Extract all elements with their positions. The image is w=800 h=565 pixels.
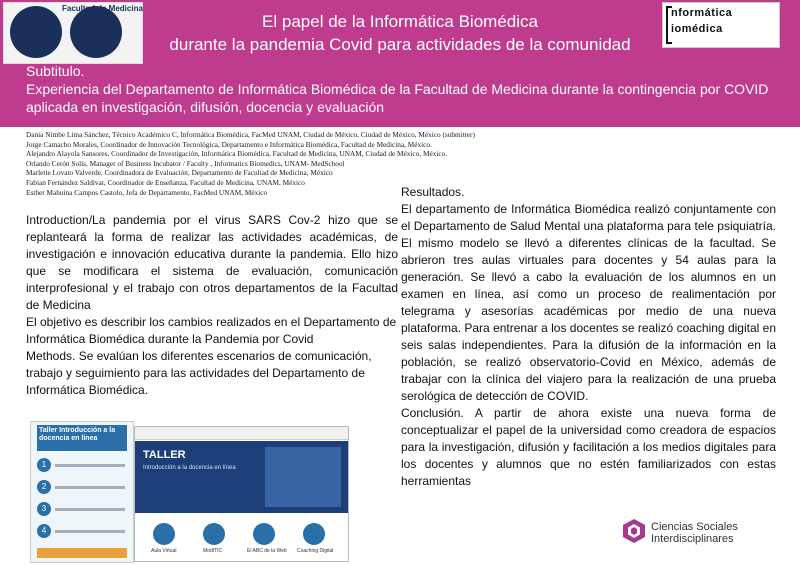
author-line: Fabian Fernández Saldivar, Coordinador de Enseñanza, Facultad de Medicina, UNAM, México: [26, 177, 305, 187]
taller-flyer-image: [30, 421, 134, 563]
step-4-icon: 4: [37, 524, 51, 538]
title-line-2: durante la pandemia Covid para actividades de la comunidad: [169, 35, 631, 54]
title-line-1: El papel de la Informática Biomédica: [262, 12, 538, 31]
step-1-icon: 1: [37, 458, 51, 472]
poster-header: [0, 0, 800, 127]
results-heading: Resultados.: [401, 185, 465, 199]
facultad-medicina-seal-icon: [70, 6, 122, 58]
results-paragraph: El departamento de Informática Biomédica realizó conjuntamente con el Departamento de Salud Mental una plataforma para tele psiquiatría. El mismo modelo se llevó a diferentes clínicas de la facultad. Se abrieron tres aulas virtuales para docentes y 54 aulas para la generación. Se llevó a cabo la evaluación de los alumnos en un examen en línea, así como un proceso de realimentación por telegrama y asesorías académicas por medio de una nueva plataforma. Para entrenar a los docentes se realizó coaching digital en seis salas independientes. Para la difusión de la información en la población, se realizó observatorio-Covid en México, además de trabajar con la clínica del viajero para la realización de una prueba serológica de detección de COVID.: [401, 202, 776, 403]
logo-line-2: iomédica: [671, 23, 723, 35]
banner-illustration-icon: [265, 447, 341, 507]
introduction-paragraph: Introduction/La pandemia por el virus SARS Cov-2 hizo que se replanteará la forma de realizar las actividades académicas, de investigación e innovación educativa durante la pandemia. Ello hizo que se modificara el sistema de evaluación, comunicación interprofesional y el trabajo con otros departamentos de la Facultad de Medicina: [26, 213, 398, 312]
step-3-text: [55, 508, 125, 511]
step-1-text: [55, 464, 125, 467]
step-2-icon: 2: [37, 480, 51, 494]
website-title: TALLER: [143, 449, 186, 461]
website-subtitle: Introducción a la docencia en línea: [143, 465, 236, 471]
introduction-section: [26, 212, 398, 399]
abc-web-label: El ABC de la Web: [247, 548, 287, 554]
objective-paragraph: El objetivo es describir los cambios realizados en el Departamento de Informática Biomédica durante la Pandemia por Covid: [26, 315, 397, 346]
methods-paragraph: Methods. Se evalúan los diferentes escenarios de comunicación, trabajo y seguimiento para las actividades del Departamento de Informática Biomédica.: [26, 349, 372, 397]
author-line: Orlando Cerón Solís, Manager of Business Incubator / Faculty , Informatics Biomedics, UNAM- MedSchool: [26, 158, 345, 168]
subtitle-text: Experiencia del Departamento de Informática Biomédica de la Facultad de Medicina durante la contingencia por COVID aplicada en investigación, difusión, docencia y evaluación: [26, 81, 769, 115]
logo-text-line-2: Interdisciplinares: [651, 533, 734, 545]
coaching-digital-icon: [303, 523, 325, 545]
logo-text-line-1: Ciencias Sociales: [651, 521, 738, 533]
website-topbar: [135, 427, 348, 440]
institution-logos: [3, 2, 143, 64]
author-line: Alejandro Alayola Sansores, Coordinador de Investigación, Informática Biomédica, Facultad de Medicina, UNAM, Ciudad de México, México.: [26, 149, 448, 159]
moditic-label: ModITIC: [203, 548, 223, 554]
step-2-text: [55, 486, 125, 489]
taller-website-screenshot: [134, 426, 349, 562]
facultad-medicina-label: Facultad de Medicina: [62, 4, 143, 13]
aula-virtual-icon: [153, 523, 175, 545]
subtitle-block: [26, 62, 786, 116]
logo-line-1: nformática: [671, 7, 733, 19]
conclusion-paragraph: Conclusión. A partir de ahora existe una nueva forma de conceptualizar el papel de la universidad como creadora de espacios para la investigación, difusión y facilitación a los medios digitales para los docentes y alumnos que no estén familiarizados con estas herramientas: [401, 406, 776, 488]
subtitle-label: Subtitulo.: [26, 63, 85, 79]
author-line: Marlette Lovato Valverde, Coordinadora de Evaluación, Departamento de Facultad de Medicina, México: [26, 168, 333, 178]
informatica-biomedica-logo: [662, 2, 780, 48]
poster-title: [150, 10, 650, 56]
step-3-icon: 3: [37, 502, 51, 516]
website-icon-row: [141, 523, 341, 557]
abc-web-icon: [253, 523, 275, 545]
flyer-footer-bar: [37, 548, 127, 558]
author-line: Esther Mahuina Campos Castolo, Jefa de Departamento, FacMed UNAM, México: [26, 187, 268, 197]
ciencias-sociales-logo-text: [651, 521, 738, 545]
ciencias-sociales-logo-icon: [622, 518, 646, 544]
unam-seal-icon: [10, 6, 62, 58]
moditic-icon: [203, 523, 225, 545]
author-line: Jorge Camacho Morales, Coordinador de Innovación Tecnológica, Departamento e Informática Biomédica, Facultad de Medicina, México.: [26, 139, 432, 149]
aula-virtual-label: Aula Virtual: [151, 548, 177, 554]
results-section: [401, 184, 776, 490]
flyer-title: Taller Introducción a la docencia en línea: [39, 427, 116, 442]
author-line: Dania Nimbe Lima Sánchez, Técnico Académico C, Informática Biomédica, FacMed UNAM, Ciudad de México, Ciudad de México, México (submitter): [26, 130, 475, 139]
step-4-text: [55, 530, 125, 533]
coaching-digital-label: Coaching Digital: [297, 548, 334, 554]
